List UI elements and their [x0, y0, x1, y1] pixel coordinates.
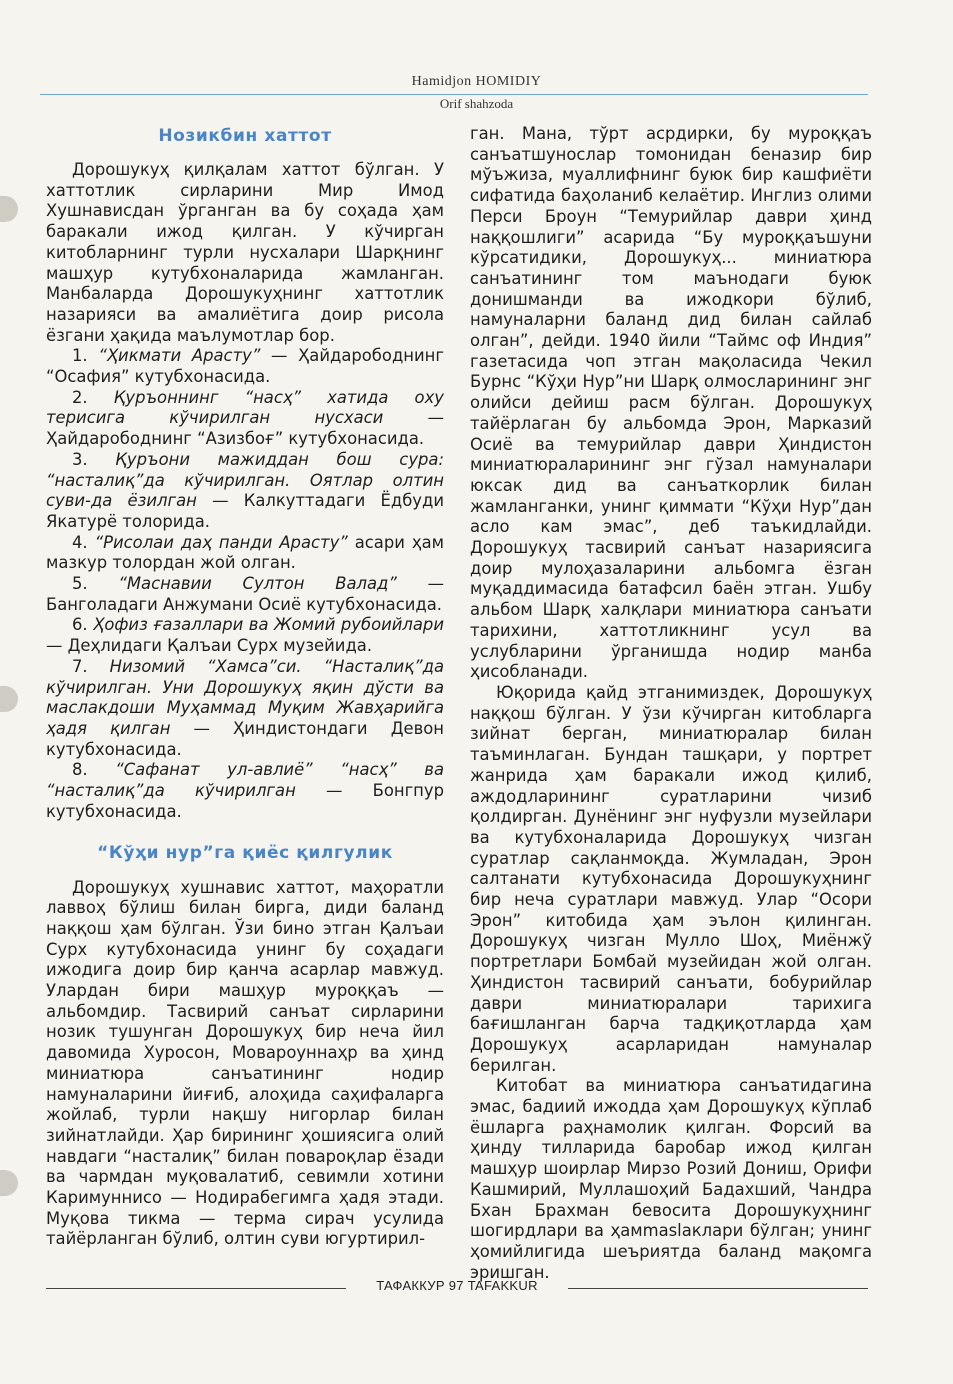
footer-rule-left [46, 1288, 346, 1289]
paragraph-3: Китобат ва миниатюра санъатидагина эмас, бадиий ижодда ҳам Дорошукуҳ кўплаб ёшларга раҳнамолик қилган. Форсий ва ҳинду тилларида баробар ижод қилган машҳур шоирлар Мирзо Розий Дониш, Орифи Кашмирий, Муллашоҳий Бадахший, Чандра Бхан Брахман бевосита Дорошукуҳнинг шогирдлари ва ҳамmaslaклари бўлган; унинг ҳомийлигида шеъриятда баланд мақомга эришган. [470, 1076, 872, 1282]
item-number: 8. [72, 760, 88, 780]
works-list-item [46, 615, 444, 656]
item-number: 6. [72, 615, 88, 635]
item-location: — Деҳлидаги Қалъаи Сурх музейида. [46, 636, 373, 656]
section-heading-1: Нозикбин хаттот [158, 126, 332, 146]
item-location: — Банголадаги Анжумани Осиё кутубхонасида. [46, 574, 444, 614]
item-location: — Ҳиндистондаги Девон кутубхонасида. [46, 718, 444, 759]
item-work-title: Қуръоннинг “насҳ” хатида оху терисига кўчирилган нусхаси [46, 387, 444, 428]
item-work-title: “Маснавии Султон Валад” [118, 574, 397, 594]
works-list-item [46, 346, 444, 387]
binder-hole [0, 686, 18, 712]
works-list-item [46, 533, 444, 574]
item-number: 4. [72, 532, 88, 552]
item-work-title: Низомий “Хамса”си. “Насталиқ”да кўчирилган. Уни Дорошукуҳ яқин дўсти ва маслакдоши Муҳаммад Муқим Жавҳарийга ҳадя қилган [46, 656, 444, 738]
header-subtitle: Orif shahzoda [439, 96, 514, 111]
item-number: 3. [72, 449, 88, 469]
item-work-title: Қуръони мажиддан бош сура: “насталиқ”да кўчирилган. Оятлар олтин суви-да ёзилган [46, 449, 444, 511]
section-heading-2: “Кўҳи нур”га қиёс қилгулик [97, 842, 393, 863]
item-work-title: “Рисолаи даҳ панди Арасту” [94, 532, 348, 552]
item-location: — Ҳайдарободнинг “Осафия” кутубхонасида. [46, 346, 444, 387]
works-list-item [46, 760, 444, 822]
binder-hole [0, 196, 18, 222]
item-location: — Калкуттадаги Ёдбуди Якатурё толорида. [46, 491, 444, 531]
intro-paragraph: Дорошукуҳ қилқалам хаттот бўлган. У хаттотлик сирларини Мир Имод Хушнависдан ўрганган ва бу соҳада ҳам баракали ижод қилган. У кўчирган китобларнинг турли нусхалари Шарқнинг машҳур кутубхоналарида жамланган. Манбаларда Дорошукуҳнинг хаттотлик назарияси ва амалиётига доир рисола ёзгани ҳақида маълумотлар бор. [46, 160, 444, 345]
works-list-item [46, 388, 444, 450]
paragraph-2: Юқорида қайд этганимиздек, Дорошукуҳ наққош бўлган. У ўзи кўчирган китобларга зийнат берган, миниатюралар билан таъминлаган. Бундан ташқари, у портрет жанрида ҳам баракали ижод қилиб, аждодларининг суратларини чизиб қолдирган. Дунёнинг энг нуфузли музейлари ва кутубхоналарида Дорошукуҳ чизган суратлар сақланмоқда. Жумладан, Эрон салтанати кутубхонасида Дорошукуҳнинг бир неча суратлари мавжуд. Улар “Осори Эрон” китобида ҳам эълон қилинган. Дорошукуҳ чизган Мулло Шоҳ, Миёнжў портретлари Бомбай музейидан жой олган. Ҳиндистон тасвирий санъати, бобурийлар даври миниатюралари тарихига бағишланган барча тадқиқотларда ҳам Дорошукуҳ асарларидан намуналар берилган. [470, 682, 872, 1075]
item-work-title: “Сафанат ул-авлиё” “насҳ” ва “насталиқ”да кўчирилган [46, 760, 444, 801]
footer-page-label: ТАФАККУР 97 TAFAKKUR [376, 1278, 538, 1293]
works-list-item [46, 574, 444, 615]
footer-rule-right [568, 1288, 868, 1289]
left-column [46, 124, 444, 1250]
item-number: 1. [72, 346, 88, 366]
works-list-item [46, 657, 444, 761]
works-list-item [46, 450, 444, 533]
item-location: асари ҳам мазкур толордан жой олган. [46, 532, 444, 573]
right-column [470, 124, 872, 1283]
item-number: 2. [72, 387, 88, 407]
works-list [46, 346, 444, 822]
item-location: — Ҳайдарободнинг “Азизбоғ” кутубхонасида. [46, 408, 444, 449]
paragraph-1-left: Дорошукуҳ хушнавис хаттот, маҳоратли лаввоҳ бўлиш билан бирга, диди баланд наққош ҳам бўлган. Ўзи бино этган Қалъаи Сурх кутубхонасида унинг бу соҳадаги ижодига доир бир қанча асарлар мавжуд. Улардан бири машҳур муроққаъ — альбомдир. Тасвирий санъат сирларини нозик тушунган Дорошукуҳ бир неча йил давомида Хуросон, Мовароуннаҳр ва ҳинд миниатюра санъатининг нодир намуналарини йиғиб, алоҳида саҳифаларга жойлаб, турли нақшу нигорлар билан зийнатлайди. Ҳар бирининг ҳошиясига олий навдаги “насталиқ” билан повароқлар ёзади ва чармдан муқовалатиб, севимли хотини Каримуннисо — Нодирабегимга ҳадя этади. Муқова тикма — терма сирач усулида тайёрланган бўлиб, олтин суви югуртирил- [46, 877, 444, 1249]
item-work-title: Ҳофиз ғазаллари ва Жомий рубоийлари [93, 615, 444, 635]
item-location: — Бонгпур кутубхонасида. [46, 781, 444, 821]
binder-hole [0, 1170, 18, 1196]
header-author: Hamidjon HOMIDIY [411, 74, 542, 89]
item-number: 5. [72, 574, 88, 594]
paragraph-1-right: ган. Мана, тўрт асрдирки, бу муроққаъ санъатшунослар томонидан беназир бир мўъжиза, муаллифнинг буюк бир кашфиёти сифатида баҳоланиб келаётир. Инглиз олими Перси Броун “Темурийлар даври ҳинд наққошлиги” асарида “Бу муроққаъшуни кўрсатидики, Дорошукуҳ... миниатюра санъатининг том маънодаги буюк донишманди ва ижодкори бўлиб, намуналарни баланд дид билан сайлаб олган”, дейди. 1940 йили “Таймс оф Индия” газетасида чоп этган мақоласида Чекил Бурнс “Кўҳи Нур”ни Шарқ олмосларининг энг олийси дейиш расм бўлган. Дорошукуҳ тайёрлаган бу альбомда Эрон, Марказий Осиё ва темурийлар даври Ҳиндистон миниатюраларининг энг гўзал намуналари юксак дид ва санъаткорлик билан жамланганки, унинг қиммати “Кўҳи Нур”дан асло кам эмас”, деб таъкидлайди. Дорошукуҳ тасвирий санъат назариясига доир мулоҳазаларини альбомга ёзган муқаддимасида батафсил баён этган. Ушбу альбом Шарқ халқлари миниатюра санъати тарихини, хаттотликнинг усул ва услубларини ўрганишда нодир манба ҳисобланади. [470, 124, 872, 682]
item-work-title: “Ҳикмати Арасту” [98, 346, 261, 366]
header-divider [40, 94, 868, 95]
item-number: 7. [72, 656, 88, 676]
page-footer [0, 1278, 953, 1298]
